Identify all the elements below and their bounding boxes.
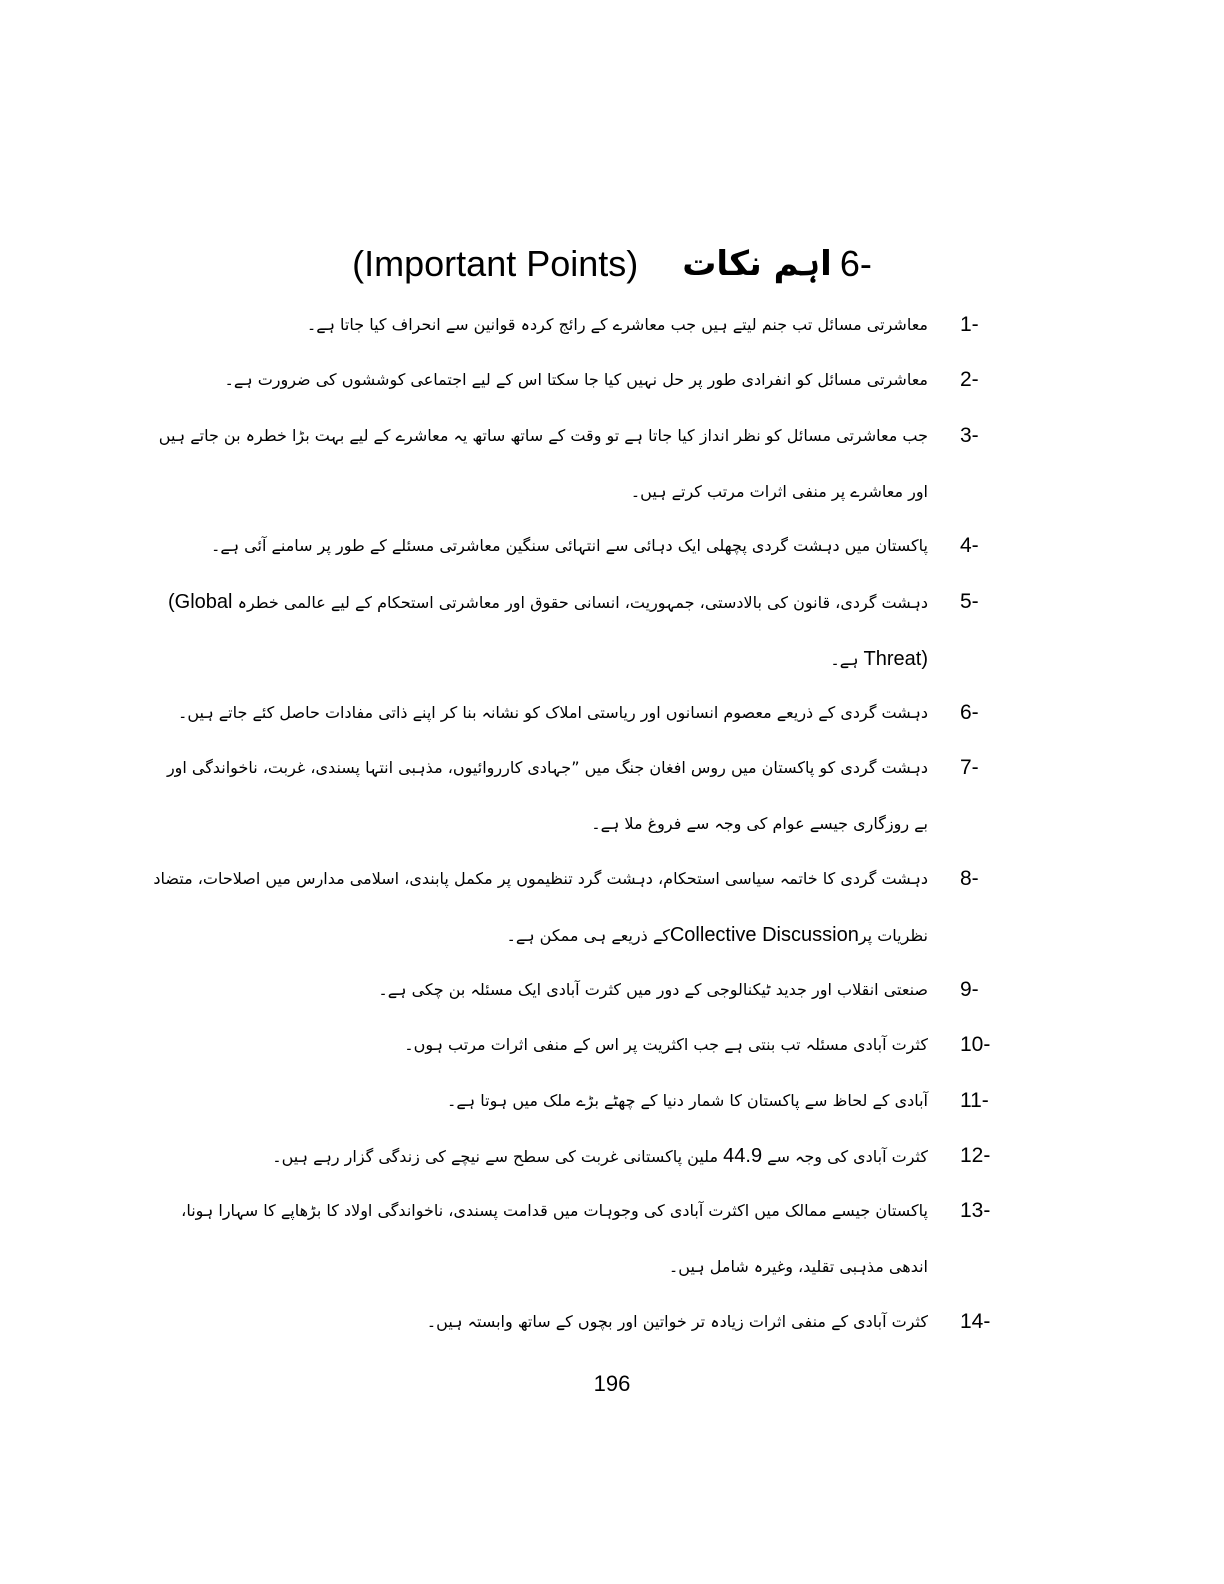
point-number: 7- <box>960 756 979 779</box>
point-14 <box>150 1294 1000 1354</box>
point-6 <box>150 685 1000 745</box>
point-4 <box>150 518 1000 578</box>
point-text: دہشت گردی کا خاتمہ سیاسی استحکام، دہشت گرد تنظیموں پر مکمل پابندی، اسلامی مدارس میں اصلاحات، متضاد نظریات پرCollective Discussionکے ذریعے ہی ممکن ہے۔ <box>153 869 928 946</box>
point-9 <box>150 962 1000 1022</box>
point-text: معاشرتی مسائل کو انفرادی طور پر حل نہیں کیا جا سکتا اس کے لیے اجتماعی کوششوں کی ضرورت ہے۔ <box>224 370 928 389</box>
heading-english: (Important Points) <box>352 243 639 284</box>
page-number: 196 <box>593 1371 631 1396</box>
point-number: 4- <box>960 534 979 557</box>
point-number: 14- <box>960 1310 991 1333</box>
point-1 <box>150 297 1000 357</box>
point-text: کثرت آبادی مسئلہ تب بنتی ہے جب اکثریت پر اس کے منفی اثرات مرتب ہوں۔ <box>404 1035 928 1054</box>
point-number: 6- <box>960 701 979 724</box>
point-text: دہشت گردی کو پاکستان میں روس افغان جنگ میں ”جہادی کارروائیوں، مذہبی انتہا پسندی، غربت، ناخواندگی اور بے روزگاری جیسے عوام کی وجہ سے فروغ ملا ہے۔ <box>166 758 928 833</box>
point-number: 2- <box>960 368 979 391</box>
english-term: 44.9 <box>723 1145 763 1167</box>
point-number: 9- <box>960 978 979 1001</box>
point-text: صنعتی انقلاب اور جدید ٹیکنالوجی کے دور میں کثرت آبادی ایک مسئلہ بن چکی ہے۔ <box>378 980 928 999</box>
point-13 <box>150 1183 1000 1299</box>
point-12 <box>150 1128 1000 1188</box>
point-text: پاکستان میں دہشت گردی پچھلی ایک دہائی سے انتہائی سنگین معاشرتی مسئلے کے طور پر سامنے آئی ہے۔ <box>210 536 928 555</box>
point-text: پاکستان جیسے ممالک میں اکثرت آبادی کی وجوہات میں قدامت پسندی، ناخواندگی اولاد کا بڑھاپے کا سہارا ہونا، اندھی مذہبی تقلید، وغیرہ شامل ہیں۔ <box>181 1201 928 1276</box>
point-text: جب معاشرتی مسائل کو نظر انداز کیا جاتا ہے تو وقت کے ساتھ ساتھ یہ معاشرے کے لیے بہت بڑا خطرہ بن جاتے ہیں اور معاشرے پر منفی اثرات مرتب کرتے ہیں۔ <box>158 426 928 501</box>
point-5 <box>150 574 1000 690</box>
point-number: 12- <box>960 1144 991 1167</box>
point-number: 8- <box>960 867 979 890</box>
point-10 <box>150 1017 1000 1077</box>
point-number: 3- <box>960 424 979 447</box>
point-number: 1- <box>960 313 979 336</box>
point-number: 13- <box>960 1199 991 1222</box>
point-text: معاشرتی مسائل تب جنم لیتے ہیں جب معاشرے کے رائج کردہ قوانین سے انحراف کیا جاتا ہے۔ <box>306 315 928 334</box>
point-8 <box>150 851 1000 967</box>
heading-urdu: اہم نکات <box>682 244 832 284</box>
point-number: 11- <box>960 1089 989 1112</box>
heading-number: 6- <box>839 243 872 284</box>
point-2 <box>150 352 1000 412</box>
point-text: کثرت آبادی کی وجہ سے 44.9 ملین پاکستانی غربت کی سطح سے نیچے کی زندگی گزار رہے ہیں۔ <box>272 1145 928 1167</box>
point-number: 5- <box>960 590 979 613</box>
point-text: دہشت گردی کے ذریعے معصوم انسانوں اور ریاستی املاک کو نشانہ بنا کر اپنے ذاتی مفادات حاصل کئے جاتے ہیں۔ <box>177 703 928 722</box>
point-text: کثرت آبادی کے منفی اثرات زیادہ تر خواتین اور بچوں کے ساتھ وابستہ ہیں۔ <box>426 1312 928 1331</box>
point-number: 10- <box>960 1033 991 1056</box>
point-3 <box>150 408 1000 524</box>
point-11 <box>150 1073 1000 1133</box>
point-text: آبادی کے لحاظ سے پاکستان کا شمار دنیا کے چھٹے بڑے ملک میں ہوتا ہے۔ <box>447 1091 928 1110</box>
point-7 <box>150 740 1000 856</box>
english-term: (Global Threat) <box>168 591 928 670</box>
point-text: دہشت گردی، قانون کی بالادستی، جمہوریت، انسانی حقوق اور معاشرتی استحکام کے لیے عالمی خطرہ (Global Threat) ہے۔ <box>168 591 928 670</box>
english-term: Collective Discussion <box>669 924 859 946</box>
section-heading <box>0 236 1224 292</box>
